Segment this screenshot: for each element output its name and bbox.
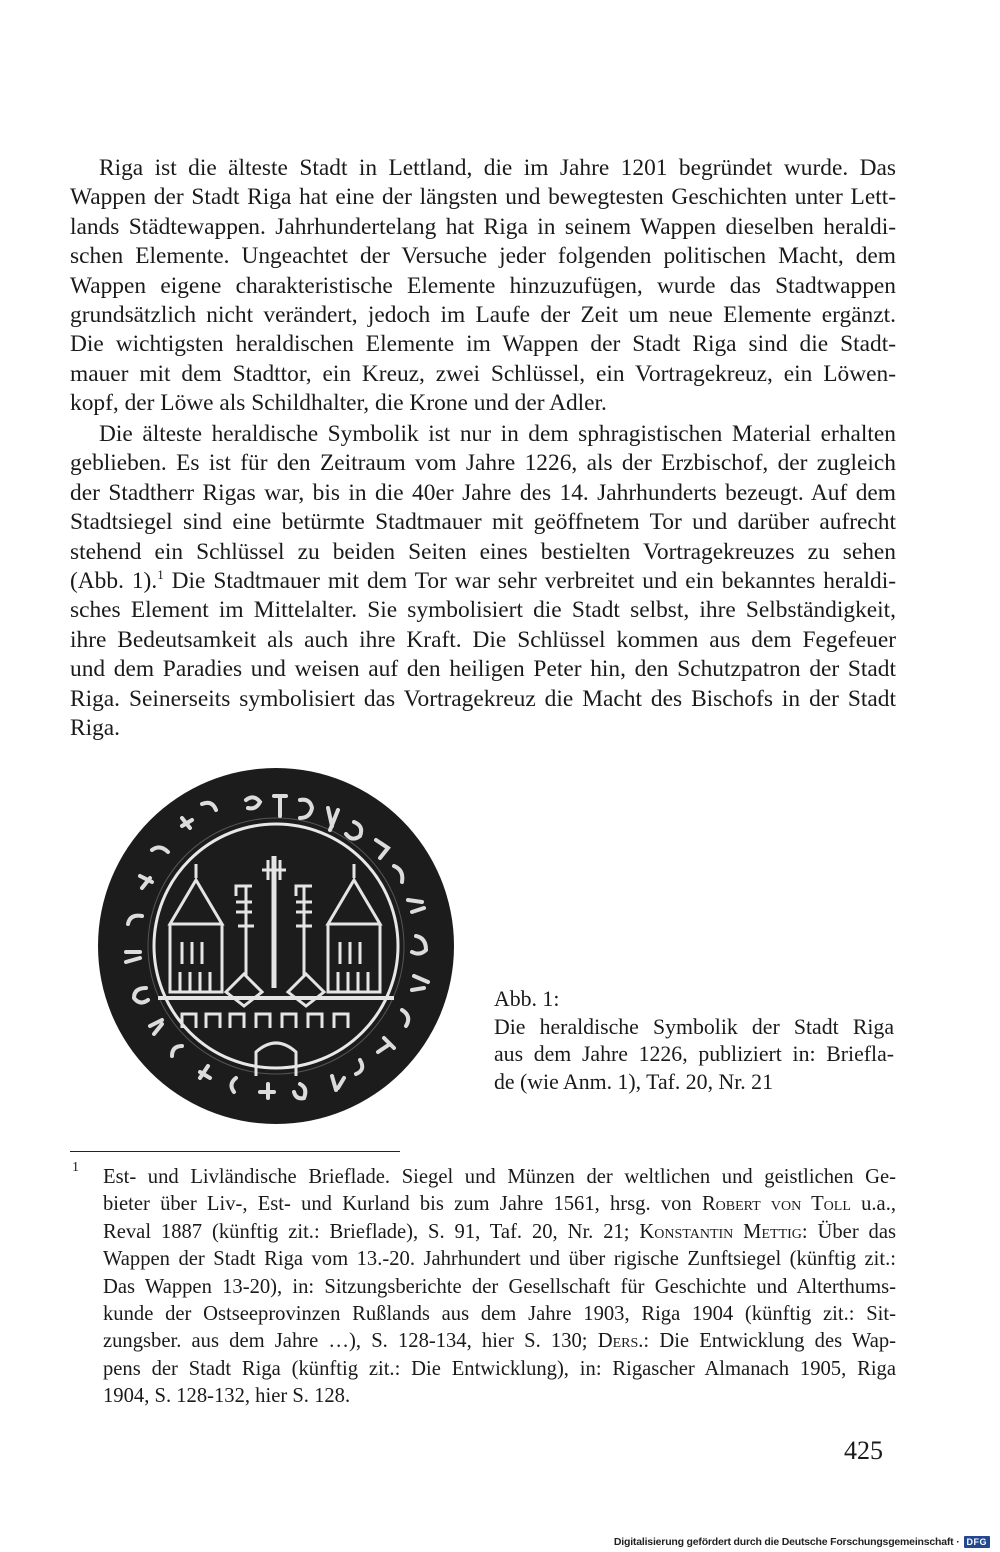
footnote-line: 1904, S. 128-132, hier S. 128. [103,1385,351,1408]
footnote-line: Est- und Livländische Brieflade. Siegel und Münzen der weltlichen und geistlichen Ge- [103,1166,896,1188]
footnote [103,1164,896,1411]
figure-caption [494,986,894,1096]
footnote-line: Wappen der Stadt Riga vom 13.-20. Jahrhundert und über rigische Zunftsiegel (künftig zit.: [103,1248,896,1271]
text-line: Wappen eigene charakteristische Elemente hinzuzufügen, wurde das Stadtwappen [70,272,896,299]
text-line: lands Städtewappen. Jahrhundertelang hat Riga in seinem Wappen dieselben heraldi- [70,213,896,240]
text-line: grundsätzlich nicht verändert, jedoch im Laufe der Zeit um neue Elemente ergänzt. [70,302,896,329]
text-line: Riga ist die älteste Stadt in Lettland, die im Jahre 1201 begründet wurde. Das [99,155,896,181]
text-line: Die älteste heraldische Symbolik ist nur in dem sphragistischen Material erhalten [99,421,896,447]
author-name: Konstantin Mettig [639,1220,802,1243]
text-line: Riga. Seinerseits symbolisiert das Vortragekreuz die Macht des Bischofs in der Stadt [70,685,896,712]
text-line: sches Element im Mittelalter. Sie symbolisiert die Stadt selbst, ihre Selbständigkeit, [70,597,896,624]
funding-text: Digitalisierung gefördert durch die Deutsche Forschungsgemeinschaft · [613,1536,960,1548]
footnote-number: 1 [72,1160,79,1175]
funding-note [614,1536,990,1548]
text-line [70,567,896,596]
footnote-line: pens der Stadt Riga (künftig zit.: Die Entwicklung), in: Rigascher Almanach 1905, Riga [103,1357,896,1380]
caption-line: de (wie Anm. 1), Taf. 20, Nr. 21 [494,1069,773,1094]
text-line: Stadtsiegel sind eine betürmte Stadtmauer mit geöffnetem Tor und darüber aufrecht [70,509,896,536]
footnote-line [103,1191,896,1218]
text-segment: zungsber. aus dem Jahre …), S. 128-134, hier S. 130; [103,1330,588,1353]
text-line: Riga. [70,715,121,742]
dfg-logo-icon: DFG [964,1536,991,1548]
text-line: und dem Paradies und weisen auf den heiligen Peter hin, den Schutzpatron der Stadt [70,656,896,683]
author-name: Ders. [597,1330,644,1353]
footnote-line: Das Wappen 13-20), in: Sitzungsberichte der Gesellschaft für Geschichte und Alterthums- [103,1275,896,1298]
text-line: geblieben. Es ist für den Zeitraum vom Jahre 1226, als der Erzbischof, der zugleich [70,450,896,477]
text-line: Die wichtigsten heraldischen Elemente im Wappen der Stadt Riga sind die Stadt- [70,331,896,358]
text-line: ihre Bedeutsamkeit als auch ihre Kraft. Die Schlüssel kommen aus dem Fegefeuer [70,626,896,653]
figure-ref-text: (Abb. 1). [70,568,158,595]
text-segment: : Die Entwicklung des Wap- [643,1330,896,1353]
text-segment: u.a., [850,1193,896,1216]
footnote-line: kunde der Ostseeprovinzen Rußlands aus dem Jahre 1903, Riga 1904 (künftig zit.: Sit- [103,1303,896,1326]
footnote-ref[interactable]: 1 [157,567,164,583]
footnote-line [103,1219,896,1246]
caption-line: Die heraldische Symbolik der Stadt Riga [494,1014,894,1039]
footnote-divider [70,1151,400,1152]
text-line: stehend ein Schlüssel zu beiden Seiten eines bestielten Vortragekreuzes zu sehen [70,538,896,565]
city-seal-image [96,766,456,1126]
caption-line: aus dem Jahre 1226, publiziert in: Briefla- [494,1042,894,1067]
text-segment: : Über das [801,1220,897,1243]
text-segment: Die Stadtmauer mit dem Tor war sehr verbreitet und ein bekanntes heraldi- [163,568,896,595]
paragraph-1 [70,154,896,419]
text-line: der Stadtherr Rigas war, bis in die 40er Jahre des 14. Jahrhunderts bezeugt. Auf dem [70,479,896,506]
footnote-line [103,1328,896,1355]
text-line: mauer mit dem Stadttor, ein Kreuz, zwei Schlüssel, ein Vortragekreuz, ein Löwen- [70,360,896,387]
text-line: Wappen der Stadt Riga hat eine der längsten und bewegtesten Geschichten unter Lett- [70,184,896,211]
caption-label: Abb. 1: [494,987,560,1011]
text-line: schen Elemente. Ungeachtet der Versuche jeder folgenden politischen Macht, dem [70,243,896,270]
text-segment: bieter über Liv-, Est- und Kurland bis zum Jahre 1561, hrsg. von [103,1193,692,1216]
paragraph-2 [70,420,896,743]
author-name: Robert von Toll [701,1193,851,1216]
text-line: kopf, der Löwe als Schildhalter, die Krone und der Adler. [70,390,607,417]
text-segment: Reval 1887 (künftig zit.: Brieflade), S. 91, Taf. 20, Nr. 21; [103,1220,630,1243]
page-number: 425 [844,1436,883,1465]
